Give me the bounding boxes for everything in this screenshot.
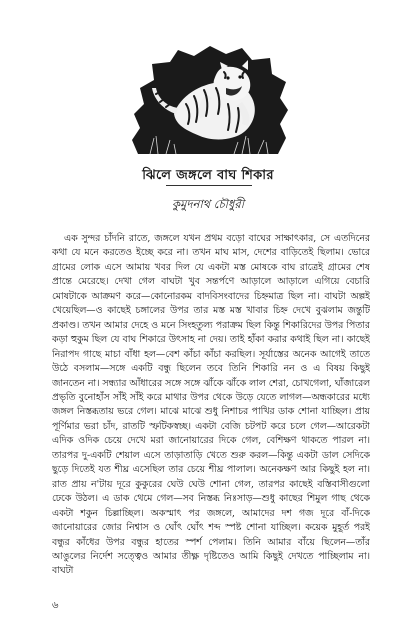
- story-title: ঝিলে জঙ্গলে বাঘ শিকার: [142, 168, 274, 183]
- title-divider: [166, 185, 252, 186]
- page-number: ৬: [52, 600, 59, 611]
- author-name: কুমুদনাথ চৌধুরী: [172, 197, 244, 211]
- story-body: [52, 232, 370, 604]
- story-paragraph: এক সুন্দর চাঁদনি রাতে, জঙ্গলে যখন প্রথম বড়ো বাঘের সাক্ষাৎকার, সে এতদিনের কথা যে মনে করতেও ইচ্ছে করে না। তখন মাঘ মাস, দেশের বাড়িতেই ছিলাম। ভোরে গ্রামের লোক এসে আমায় খবর দিল যে একটা মস্ত মোষকে বাঘ রাত্রেই গ্রামের শেষ প্রান্তে মেরেছে। দেখা গেল বাঘটা খুব সন্তর্পণে আড়ালে আড়ালে এগিয়ে বেচারি মোষটাকে আক্রমণ করে—কোনোরকম বাদবিসংবাদের চিহ্নমাত্র ছিল না। বাঘটা অল্পই খেয়েছিল—ও কাছেই চঙ্গালের উপর তার মস্ত মস্ত খাবার চিহ্ন দেখে বুঝলাম জন্তুটি প্রকাণ্ড। তখন আমার দেহে ও মনে সিংহতুল্য পরাক্রম ছিল কিন্তু শিকারিদের উপর পিতার কড়া হুকুম ছিল যে বাঘ শিকারে উৎসাহ না দেয়। তাই হাঁকা করার কথাই ছিল না। কাছেই নিরাপদ গাছে মাচা বাঁধা হল—বেশ কাঁচা কাঁচা করছিল। সূর্যাস্তের অনেক আগেই তাতে উঠে বসলাম—সঙ্গে একটি বন্ধু ছিলেন তবে তিনি শিকারি নন ও এ বিষয় কিছুই জানতেন না। সন্ধ্যার আঁধারের সঙ্গে সঙ্গে ঝাঁকে ঝাঁকে লাল শেরা, চোখগেলা, ঘাঁজারেল প্রভৃতি বুনোহাঁস সাঁই সাঁই করে মাথার উপর থেকে উড়ে যেতে লাগল—অন্ধকারের মধ্যে জঙ্গল নিস্তব্ধতায় ভরে গেল। মাঝে মাঝে শুধু নিশাচর পাখির ডাক শোনা যাচ্ছিল। প্রায় পূর্ণিমার ভরা চাঁদ, রাতটি স্ফটিকস্বচ্ছ। একটা বেজি চটপট করে চলে গেল—আরেকটা এদিক ওদিক চেয়ে দেখে মরা জানোয়ারের দিকে গেল, বেশিক্ষণ থাকতে পারল না। তারপর দু-একটি শেয়াল এসে তাড়াতাড়ি খেতে শুরু করল—কিন্তু একটা ডাল সেদিকে ছুড়ে দিতেই যত শীঘ্র এসেছিল তার চেয়ে শীঘ্র পালাল। অনেকক্ষণ আর কিছুই হল না। রাত প্রায় ন'টায় দূরে কুকুরের ঘেউ ঘেউ শোনা গেল, তারপর কাছেই বস্তিবাসীগুলো ঢেকে উঠল। এ ডাক থেমে গেল—সব নিস্তব্ধ নিঃসাড়—শুধু কাছের শিমুল গাছ থেকে একটা শকুন চিল্লাচ্ছিল। অকস্মাৎ পর জঙ্গলে, আমাদের দশ গজ দূরে বাঁ-দিকে জানোয়ারের জোর নিশ্বাস ও ঘোঁৎ ঘোঁৎ শব্দ স্পষ্ট শোনা যাচ্ছিল। কয়েক মুহূর্ত পরই বন্ধুর কাঁধের উপর বন্ধুর হাতের স্পর্শ পেলাম। তিনি আমার বাঁয়ে ছিলেন—তাঁর আঙুলের নির্দেশ সত্ত্বেও আমার তীক্ষ্ণ দৃষ্টিতেও আমি কিছুই দেখতে পাচ্ছিলাম না। বাঘটা: [52, 233, 370, 577]
- tiger-illustration: [130, 44, 290, 156]
